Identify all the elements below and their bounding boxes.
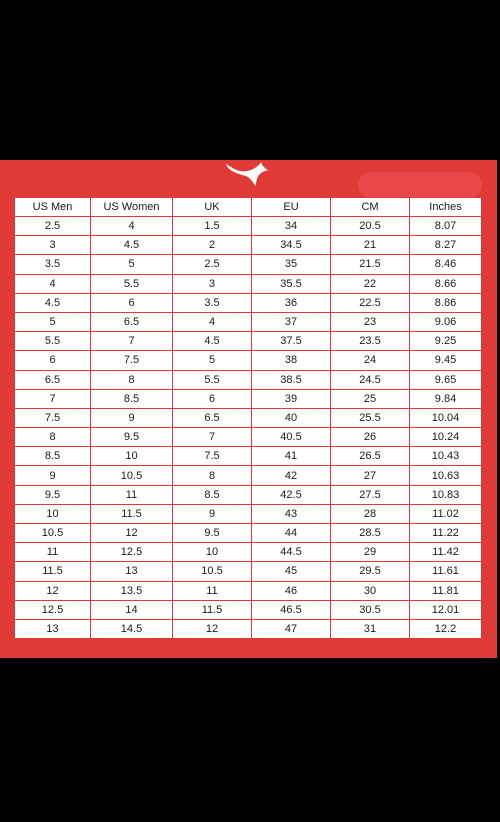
table-cell: 6 <box>91 293 173 312</box>
table-cell: 5 <box>173 351 252 370</box>
table-cell: 4.5 <box>91 236 173 255</box>
table-cell: 42.5 <box>252 485 331 504</box>
table-cell: 28 <box>331 504 410 523</box>
table-cell: 8.5 <box>91 389 173 408</box>
table-cell: 14 <box>91 600 173 619</box>
table-cell: 2 <box>173 236 252 255</box>
table-cell: 25.5 <box>331 408 410 427</box>
table-cell: 3.5 <box>173 293 252 312</box>
table-row <box>15 389 482 408</box>
table-cell: 4.5 <box>173 332 252 351</box>
table-cell: 11.02 <box>410 504 482 523</box>
table-row <box>15 619 482 638</box>
table-cell: 9.45 <box>410 351 482 370</box>
table-cell: 7 <box>15 389 91 408</box>
column-header: Inches <box>410 198 482 217</box>
table-cell: 10.5 <box>173 562 252 581</box>
table-cell: 40.5 <box>252 428 331 447</box>
table-cell: 10.63 <box>410 466 482 485</box>
table-row <box>15 428 482 447</box>
table-cell: 24 <box>331 351 410 370</box>
highlight-blob <box>358 172 482 198</box>
table-cell: 43 <box>252 504 331 523</box>
table-cell: 45 <box>252 562 331 581</box>
table-cell: 11.5 <box>173 600 252 619</box>
table-cell: 9.5 <box>15 485 91 504</box>
table-cell: 1.5 <box>173 217 252 236</box>
table-cell: 11.42 <box>410 543 482 562</box>
table-cell: 8.07 <box>410 217 482 236</box>
table-row <box>15 255 482 274</box>
table-row <box>15 351 482 370</box>
table-cell: 39 <box>252 389 331 408</box>
table-cell: 8.5 <box>173 485 252 504</box>
table-cell: 11 <box>15 543 91 562</box>
column-header: US Men <box>15 198 91 217</box>
table-cell: 14.5 <box>91 619 173 638</box>
table-cell: 12.01 <box>410 600 482 619</box>
table-cell: 30 <box>331 581 410 600</box>
table-cell: 5.5 <box>173 370 252 389</box>
table-cell: 10.5 <box>15 524 91 543</box>
table-cell: 10 <box>91 447 173 466</box>
table-cell: 4.5 <box>15 293 91 312</box>
table-cell: 21 <box>331 236 410 255</box>
table-cell: 31 <box>331 619 410 638</box>
table-cell: 34.5 <box>252 236 331 255</box>
table-cell: 2.5 <box>15 217 91 236</box>
column-header: US Women <box>91 198 173 217</box>
table-row <box>15 408 482 427</box>
table-row <box>15 581 482 600</box>
table-cell: 8.27 <box>410 236 482 255</box>
table-cell: 9 <box>173 504 252 523</box>
table-cell: 5 <box>91 255 173 274</box>
table-cell: 23.5 <box>331 332 410 351</box>
table-cell: 5.5 <box>91 274 173 293</box>
table-cell: 6 <box>173 389 252 408</box>
table-cell: 21.5 <box>331 255 410 274</box>
table-cell: 6.5 <box>91 312 173 331</box>
table-cell: 10 <box>15 504 91 523</box>
table-cell: 10.5 <box>91 466 173 485</box>
table-cell: 29.5 <box>331 562 410 581</box>
table-cell: 4 <box>15 274 91 293</box>
table-cell: 11 <box>173 581 252 600</box>
table-cell: 42 <box>252 466 331 485</box>
table-cell: 5 <box>15 312 91 331</box>
table-cell: 7.5 <box>173 447 252 466</box>
table-cell: 13 <box>91 562 173 581</box>
table-cell: 38.5 <box>252 370 331 389</box>
table-cell: 9 <box>91 408 173 427</box>
table-cell: 8 <box>15 428 91 447</box>
table-cell: 9 <box>15 466 91 485</box>
table-cell: 3 <box>15 236 91 255</box>
table-cell: 20.5 <box>331 217 410 236</box>
table-cell: 30.5 <box>331 600 410 619</box>
table-cell: 7 <box>91 332 173 351</box>
table-cell: 8.46 <box>410 255 482 274</box>
table-row <box>15 504 482 523</box>
table-cell: 12.2 <box>410 619 482 638</box>
table-cell: 7.5 <box>91 351 173 370</box>
column-header: UK <box>173 198 252 217</box>
table-cell: 6.5 <box>15 370 91 389</box>
table-cell: 10.24 <box>410 428 482 447</box>
table-cell: 10.83 <box>410 485 482 504</box>
table-row <box>15 370 482 389</box>
table-cell: 9.25 <box>410 332 482 351</box>
table-cell: 8.66 <box>410 274 482 293</box>
table-cell: 3 <box>173 274 252 293</box>
puma-logo-icon <box>224 160 270 190</box>
table-cell: 11.61 <box>410 562 482 581</box>
table-row <box>15 332 482 351</box>
table-cell: 24.5 <box>331 370 410 389</box>
table-cell: 8.5 <box>15 447 91 466</box>
table-cell: 34 <box>252 217 331 236</box>
column-header: CM <box>331 198 410 217</box>
table-cell: 12.5 <box>15 600 91 619</box>
table-cell: 13.5 <box>91 581 173 600</box>
table-body <box>15 217 482 639</box>
table-cell: 44.5 <box>252 543 331 562</box>
table-header-row <box>15 198 482 217</box>
table-cell: 35.5 <box>252 274 331 293</box>
table-cell: 47 <box>252 619 331 638</box>
table-cell: 9.65 <box>410 370 482 389</box>
table-cell: 2.5 <box>173 255 252 274</box>
table-cell: 11.22 <box>410 524 482 543</box>
table-cell: 8 <box>91 370 173 389</box>
table-row <box>15 485 482 504</box>
table-row <box>15 274 482 293</box>
table-cell: 3.5 <box>15 255 91 274</box>
table-cell: 37.5 <box>252 332 331 351</box>
table-cell: 46 <box>252 581 331 600</box>
table-row <box>15 543 482 562</box>
table-row <box>15 562 482 581</box>
table-row <box>15 236 482 255</box>
table-cell: 11 <box>91 485 173 504</box>
table-row <box>15 524 482 543</box>
table-cell: 7 <box>173 428 252 447</box>
table-cell: 10.04 <box>410 408 482 427</box>
table-cell: 6 <box>15 351 91 370</box>
table-cell: 25 <box>331 389 410 408</box>
table-cell: 27.5 <box>331 485 410 504</box>
table-cell: 28.5 <box>331 524 410 543</box>
table-cell: 10.43 <box>410 447 482 466</box>
table-row <box>15 217 482 236</box>
table-cell: 6.5 <box>173 408 252 427</box>
table-cell: 13 <box>15 619 91 638</box>
table-cell: 41 <box>252 447 331 466</box>
table-cell: 9.5 <box>91 428 173 447</box>
table-cell: 26 <box>331 428 410 447</box>
table-cell: 36 <box>252 293 331 312</box>
table-cell: 46.5 <box>252 600 331 619</box>
column-header: EU <box>252 198 331 217</box>
table-row <box>15 293 482 312</box>
table-cell: 11.5 <box>91 504 173 523</box>
table-cell: 11.5 <box>15 562 91 581</box>
table-row <box>15 312 482 331</box>
table-cell: 38 <box>252 351 331 370</box>
table-cell: 10 <box>173 543 252 562</box>
table-cell: 4 <box>173 312 252 331</box>
table-cell: 12 <box>91 524 173 543</box>
size-chart-table <box>14 197 482 639</box>
table-cell: 22.5 <box>331 293 410 312</box>
table-cell: 37 <box>252 312 331 331</box>
table-row <box>15 466 482 485</box>
table-cell: 5.5 <box>15 332 91 351</box>
table-cell: 22 <box>331 274 410 293</box>
table-cell: 9.5 <box>173 524 252 543</box>
size-chart-panel <box>0 160 497 658</box>
table-cell: 11.81 <box>410 581 482 600</box>
table-cell: 4 <box>91 217 173 236</box>
table-cell: 27 <box>331 466 410 485</box>
table-cell: 35 <box>252 255 331 274</box>
table-cell: 8 <box>173 466 252 485</box>
table-cell: 12.5 <box>91 543 173 562</box>
table-cell: 12 <box>173 619 252 638</box>
table-cell: 29 <box>331 543 410 562</box>
table-cell: 23 <box>331 312 410 331</box>
table-cell: 26.5 <box>331 447 410 466</box>
table-cell: 9.84 <box>410 389 482 408</box>
table-cell: 9.06 <box>410 312 482 331</box>
table-cell: 40 <box>252 408 331 427</box>
table-row <box>15 600 482 619</box>
table-cell: 12 <box>15 581 91 600</box>
table-cell: 8.86 <box>410 293 482 312</box>
table-cell: 44 <box>252 524 331 543</box>
table-row <box>15 447 482 466</box>
table-cell: 7.5 <box>15 408 91 427</box>
